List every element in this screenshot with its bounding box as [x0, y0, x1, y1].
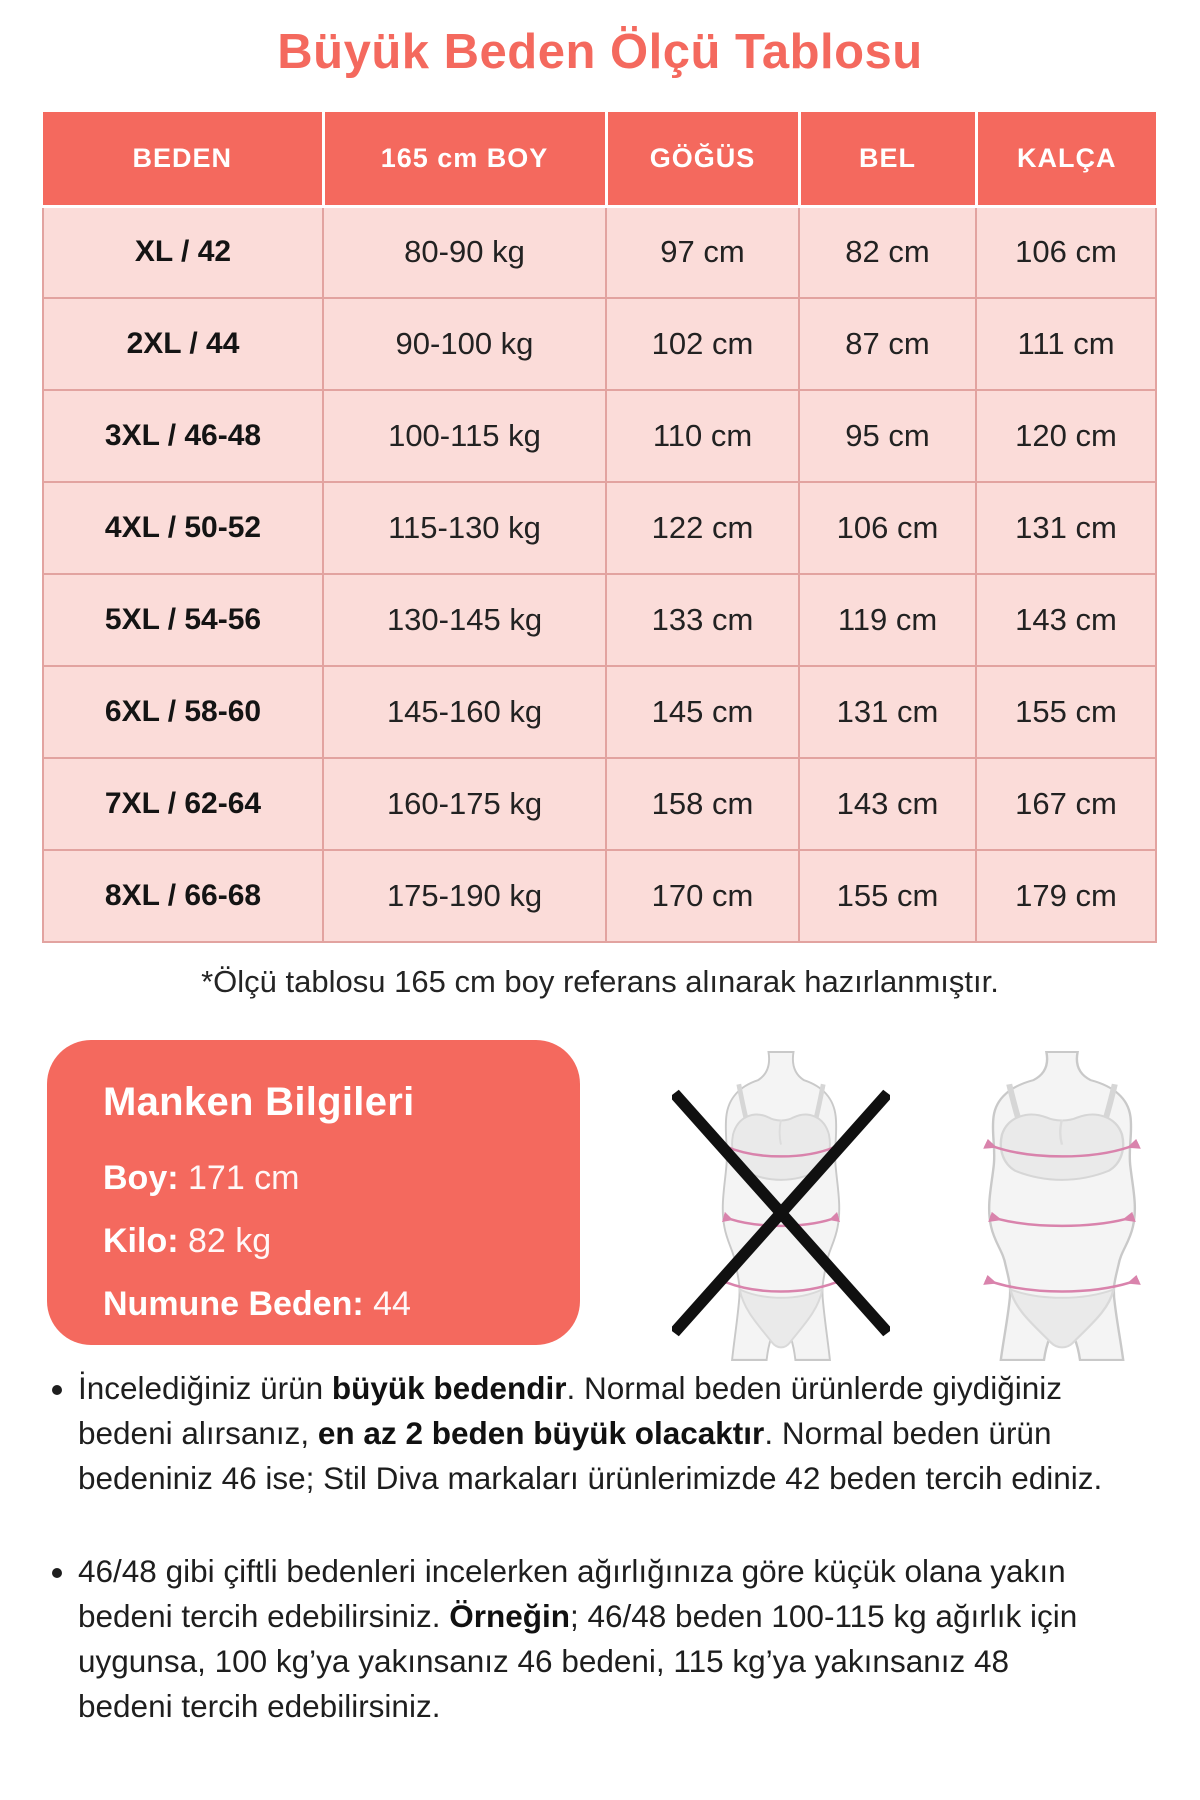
size-cell: 5XL / 54-56: [43, 574, 323, 666]
model-info-card: [47, 1040, 580, 1345]
measurement-cell: 143 cm: [799, 758, 976, 850]
figure-wrong-fit: [672, 1048, 890, 1370]
size-cell: 2XL / 44: [43, 298, 323, 390]
size-row: [43, 850, 1156, 942]
model-field-label: Numune Beden:: [103, 1285, 374, 1323]
size-row: [43, 574, 1156, 666]
size-row: [43, 298, 1156, 390]
measurement-cell: 95 cm: [799, 390, 976, 482]
size-cell: 4XL / 50-52: [43, 482, 323, 574]
measurement-cell: 155 cm: [976, 666, 1156, 758]
model-field: [103, 1147, 552, 1210]
measurement-cell: 122 cm: [606, 482, 799, 574]
size-row: [43, 206, 1156, 298]
measurement-cell: 97 cm: [606, 206, 799, 298]
measurement-cell: 170 cm: [606, 850, 799, 942]
model-info-heading: Manken Bilgileri: [103, 1080, 415, 1124]
size-cell: 8XL / 66-68: [43, 850, 323, 942]
measurement-cell: 145-160 kg: [323, 666, 606, 758]
measurement-cell: 131 cm: [976, 482, 1156, 574]
size-cell: 3XL / 46-48: [43, 390, 323, 482]
measurement-cell: 120 cm: [976, 390, 1156, 482]
measurement-cell: 119 cm: [799, 574, 976, 666]
size-row: [43, 390, 1156, 482]
size-table-header: [43, 112, 1156, 206]
measurement-cell: 145 cm: [606, 666, 799, 758]
measurement-cell: 131 cm: [799, 666, 976, 758]
note-item: • İncelediğiniz ürün büyük bedendir. Normal beden ürünlerde giydiğiniz bedeni alırsanız, en az 2 beden büyük olacaktır. Normal beden ürün bedeniniz 46 ise; Stil Diva markaları ürünlerimizde 42 beden tercih ediniz.: [78, 1366, 1104, 1501]
model-field-value: 82 kg: [187, 1222, 272, 1260]
measurement-cell: 179 cm: [976, 850, 1156, 942]
measurement-cell: 102 cm: [606, 298, 799, 390]
size-row: [43, 758, 1156, 850]
column-header-beden: BEDEN: [43, 112, 323, 206]
measurement-cell: 133 cm: [606, 574, 799, 666]
size-cell: 7XL / 62-64: [43, 758, 323, 850]
note-item: • 46/48 gibi çiftli bedenleri incelerken ağırlığınıza göre küçük olana yakın bedeni tercih edebilirsiniz. Örneğin; 46/48 beden 100-115 kg ağırlık için uygunsa, 100 kg’ya yakınsanız 46 bedeni, 115 kg’ya yakınsanız 48 bedeni tercih edebilirsiniz.: [78, 1549, 1104, 1729]
measurement-cell: 167 cm: [976, 758, 1156, 850]
model-field-value: 171 cm: [188, 1159, 300, 1197]
measurement-cell: 80-90 kg: [323, 206, 606, 298]
measurement-cell: 106 cm: [976, 206, 1156, 298]
measurement-cell: 87 cm: [799, 298, 976, 390]
model-field: [103, 1273, 552, 1336]
model-field-label: Kilo:: [103, 1222, 188, 1260]
column-header-bel: BEL: [799, 112, 976, 206]
size-cell: XL / 42: [43, 206, 323, 298]
measurement-cell: 160-175 kg: [323, 758, 606, 850]
table-footnote: *Ölçü tablosu 165 cm boy referans alınarak hazırlanmıştır.: [201, 964, 999, 999]
model-field: [103, 1210, 552, 1273]
figure-correct-fit: [942, 1048, 1182, 1370]
measurement-cell: 115-130 kg: [323, 482, 606, 574]
measurement-cell: 175-190 kg: [323, 850, 606, 942]
size-row: [43, 482, 1156, 574]
notes-list: [44, 1366, 1104, 1729]
measurement-cell: 155 cm: [799, 850, 976, 942]
measurement-cell: 143 cm: [976, 574, 1156, 666]
column-header-boy: 165 cm BOY: [323, 112, 606, 206]
model-field-label: Boy:: [103, 1159, 188, 1197]
measurement-cell: 130-145 kg: [323, 574, 606, 666]
page-title: Büyük Beden Ölçü Tablosu: [277, 25, 923, 79]
size-row: [43, 666, 1156, 758]
size-cell: 6XL / 58-60: [43, 666, 323, 758]
measurement-cell: 100-115 kg: [323, 390, 606, 482]
measurement-cell: 158 cm: [606, 758, 799, 850]
column-header-kalca: KALÇA: [976, 112, 1156, 206]
measurement-cell: 110 cm: [606, 390, 799, 482]
size-table: [42, 112, 1157, 943]
model-field-value: 44: [373, 1285, 411, 1323]
model-info-fields: [103, 1147, 552, 1336]
measurement-cell: 90-100 kg: [323, 298, 606, 390]
column-header-gogus: GÖĞÜS: [606, 112, 799, 206]
measurement-cell: 82 cm: [799, 206, 976, 298]
measurement-cell: 111 cm: [976, 298, 1156, 390]
measurement-cell: 106 cm: [799, 482, 976, 574]
